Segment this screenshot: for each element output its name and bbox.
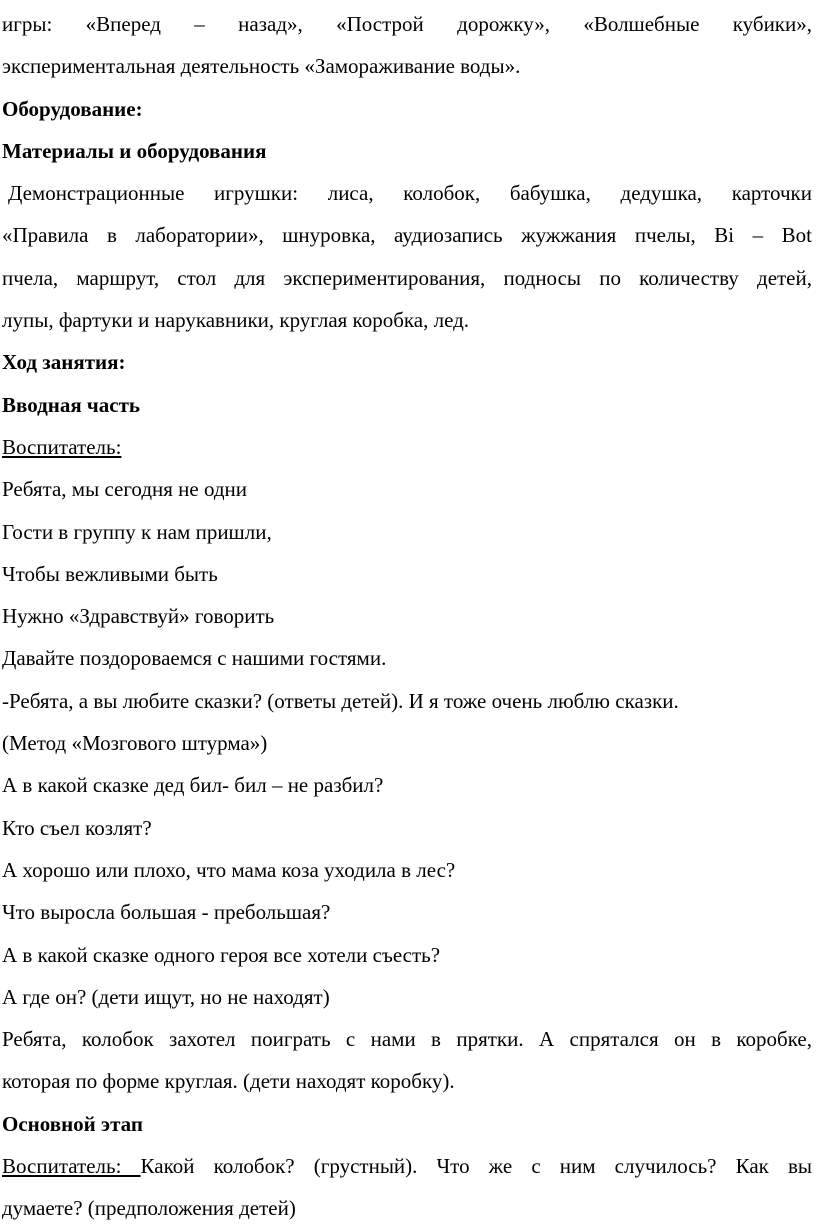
text-line: (Метод «Мозгового штурма») bbox=[2, 731, 268, 756]
text-line: Ребята, колобок захотел поиграть с нами в прятки. А спрятался он в коробке, bbox=[2, 1027, 812, 1052]
poem-line: Гости в группу к нам пришли, bbox=[2, 519, 272, 544]
text-line: Демонстрационные игрушки: лиса, колобок, бабушка, дедушка, карточки bbox=[8, 181, 812, 206]
poem-line: Нужно «Здравствуй» говорить bbox=[2, 604, 275, 629]
speaker-label: Воспитатель: bbox=[2, 1154, 141, 1179]
speaker-label: Воспитатель: bbox=[2, 434, 122, 459]
section-heading-equipment: Оборудование: bbox=[2, 96, 143, 121]
question-line: Что выросла большая - пребольшая? bbox=[2, 900, 331, 925]
text-line: -Ребята, а вы любите сказки? (ответы детей). И я тоже очень люблю сказки. bbox=[2, 688, 679, 713]
question-line: А в какой сказке дед бил- бил – не разбил? bbox=[2, 773, 384, 798]
text-line: А где он? (дети ищут, но не находят) bbox=[2, 984, 330, 1009]
poem-line: Чтобы вежливыми быть bbox=[2, 561, 218, 586]
poem-line: Ребята, мы сегодня не одни bbox=[2, 477, 248, 502]
section-heading-lesson-flow: Ход занятия: bbox=[2, 350, 126, 375]
section-heading-intro: Вводная часть bbox=[2, 392, 141, 417]
text-line: думаете? (предположения детей) bbox=[2, 1196, 296, 1221]
question-line: А хорошо или плохо, что мама коза уходила в лес? bbox=[2, 857, 456, 882]
text-line: «Правила в лаборатории», шнуровка, аудиозапись жужжания пчелы, Bi – Bot bbox=[2, 223, 812, 248]
question-line: Кто съел козлят? bbox=[2, 815, 152, 840]
text-fragment: Какой колобок? (грустный). Что же с ним случилось? Как вы bbox=[140, 1154, 812, 1179]
text-line: игры: «Вперед – назад», «Построй дорожку», «Волшебные кубики», bbox=[2, 12, 812, 36]
text-line: которая по форме круглая. (дети находят коробку). bbox=[2, 1069, 455, 1094]
section-heading-materials: Материалы и оборудования bbox=[2, 138, 267, 163]
section-heading-main-stage: Основной этап bbox=[2, 1111, 143, 1136]
text-line bbox=[2, 1145, 812, 1187]
text-line: пчела, маршрут, стол для экспериментирования, подносы по количеству детей, bbox=[2, 265, 812, 290]
text-line: Давайте поздороваемся с нашими гостями. bbox=[2, 646, 387, 671]
text-line: экспериментальная деятельность «Замораживание воды». bbox=[2, 54, 521, 79]
question-line: А в какой сказке одного героя все хотели съесть? bbox=[2, 942, 441, 967]
text-line: лупы, фартуки и нарукавники, круглая коробка, лед. bbox=[2, 308, 470, 333]
